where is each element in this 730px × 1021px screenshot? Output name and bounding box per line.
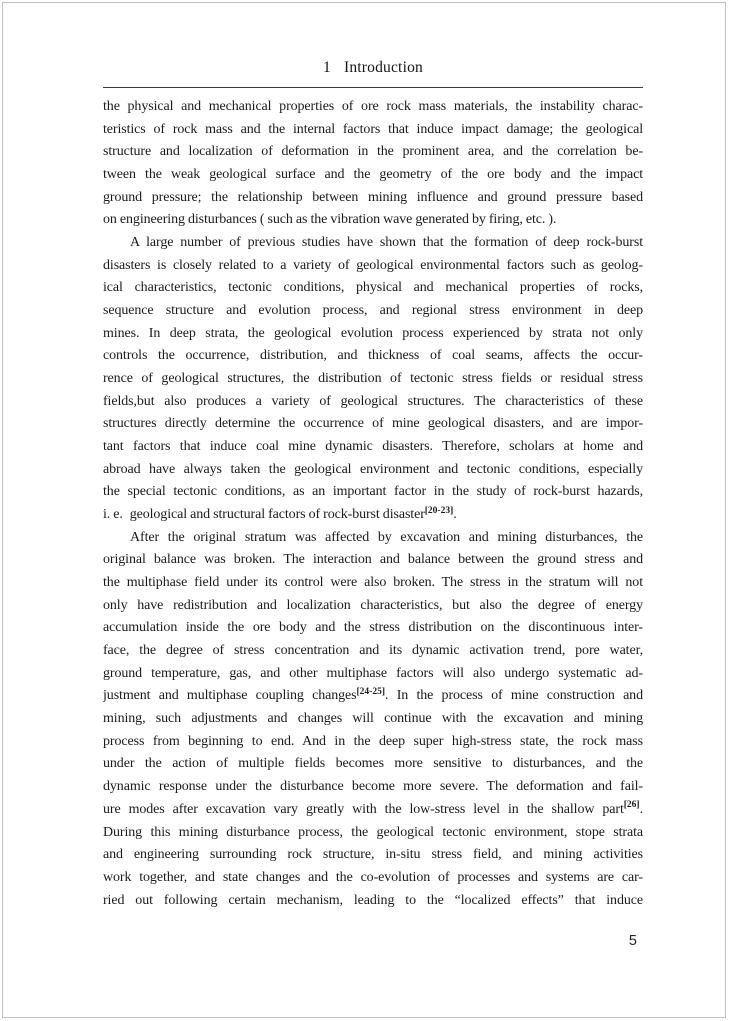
text-line: structure and localization of deformation in the prominent area, and the correlation be- [103,144,643,160]
text-line: abroad have always taken the geological environment and tectonic conditions, especially [103,461,643,477]
text-line: After the original stratum was affected by excavation and mining disturbances, the [130,529,643,545]
text-line: fields,but also produces a variety of geological structures. The characteristics of these [103,393,643,409]
citation-superscript: [20-23] [424,505,454,516]
text-line: face, the degree of stress concentration and its dynamic activation trend, pore water, [103,643,643,659]
text-line: i. e. geological and structural factors of rock-burst disaster[20-23]. [103,505,457,523]
text-line: process from beginning to end. And in the deep super high-stress state, the rock mass [103,733,643,749]
text-line: ried out following certain mechanism, leading to the “localized effects” that induce [103,892,643,908]
text-line: ground temperature, gas, and other multiphase factors will also undergo systematic ad- [103,665,643,681]
text-line: on engineering disturbances ( such as the vibration wave generated by firing, etc. ). [103,212,557,228]
citation-superscript: [26] [623,800,640,811]
chapter-number: 1 [323,59,331,76]
text-line: under the action of multiple fields becomes more sensitive to disturbances, and the [103,756,643,772]
text-line: accumulation inside the ore body and the stress distribution on the discontinuous inter- [103,620,643,636]
text-line: work together, and state changes and the co-evolution of processes and systems are car- [103,869,643,885]
header-rule [103,87,643,88]
text-line: tween the weak geological surface and the geometry of the ore body and the impact [103,167,643,183]
paragraph [103,527,643,912]
text-line: dynamic response under the disturbance become more severe. The deformation and fail- [103,779,643,795]
text-line: only have redistribution and localization characteristics, but also the degree of energy [103,597,643,613]
text-line: ure modes after excavation vary greatly with the low-stress level in the shallow part[26]. [103,800,643,817]
text-line: original balance was broken. The interaction and balance between the ground stress and [103,552,643,568]
text-line: sequence structure and evolution process, and regional stress environment in deep [103,303,643,319]
citation-superscript: [24-25] [356,686,386,697]
text-line: ical characteristics, tectonic conditions, physical and mechanical properties of rocks, [103,280,643,296]
page-body [103,96,643,912]
text-line: During this mining disturbance process, the geological tectonic environment, stope strata [103,824,643,840]
text-line: A large number of previous studies have shown that the formation of deep rock-burst [130,235,643,251]
text-line: the multiphase field under its control were also broken. The stress in the stratum will not [103,575,643,591]
text-line: the special tectonic conditions, as an important factor in the study of rock-burst hazards, [103,484,643,500]
text-line: the physical and mechanical properties of ore rock mass materials, the instability charac- [103,99,643,114]
paragraph [103,96,643,232]
text-line: structures directly determine the occurrence of mine geological disasters, and are impor- [103,416,643,432]
paragraph [103,232,643,527]
page-number: 5 [628,933,637,949]
text-line: rence of geological structures, the distribution of tectonic stress fields or residual stress [103,371,643,387]
text-line: tant factors that induce coal mine dynamic disasters. Therefore, scholars at home and [103,439,643,455]
text-line: controls the occurrence, distribution, and thickness of coal seams, affects the occur- [103,348,643,364]
text-line: mines. In deep strata, the geological evolution process experienced by strata not only [103,325,643,341]
chapter-title: Introduction [343,59,423,76]
text-line: mining, such adjustments and changes will continue with the excavation and mining [103,711,643,727]
text-line: justment and multiphase coupling changes[24-25]. In the process of mine construction and [103,686,643,704]
text-line: and engineering surrounding rock structure, in-situ stress field, and mining activities [103,847,643,863]
text-line: ground pressure; the relationship between mining influence and ground pressure based [103,189,643,205]
text-line: disasters is closely related to a variety of geological environmental factors such as geolog- [103,257,643,273]
running-header [103,59,643,77]
text-line: teristics of rock mass and the internal factors that induce impact damage; the geological [103,121,643,137]
